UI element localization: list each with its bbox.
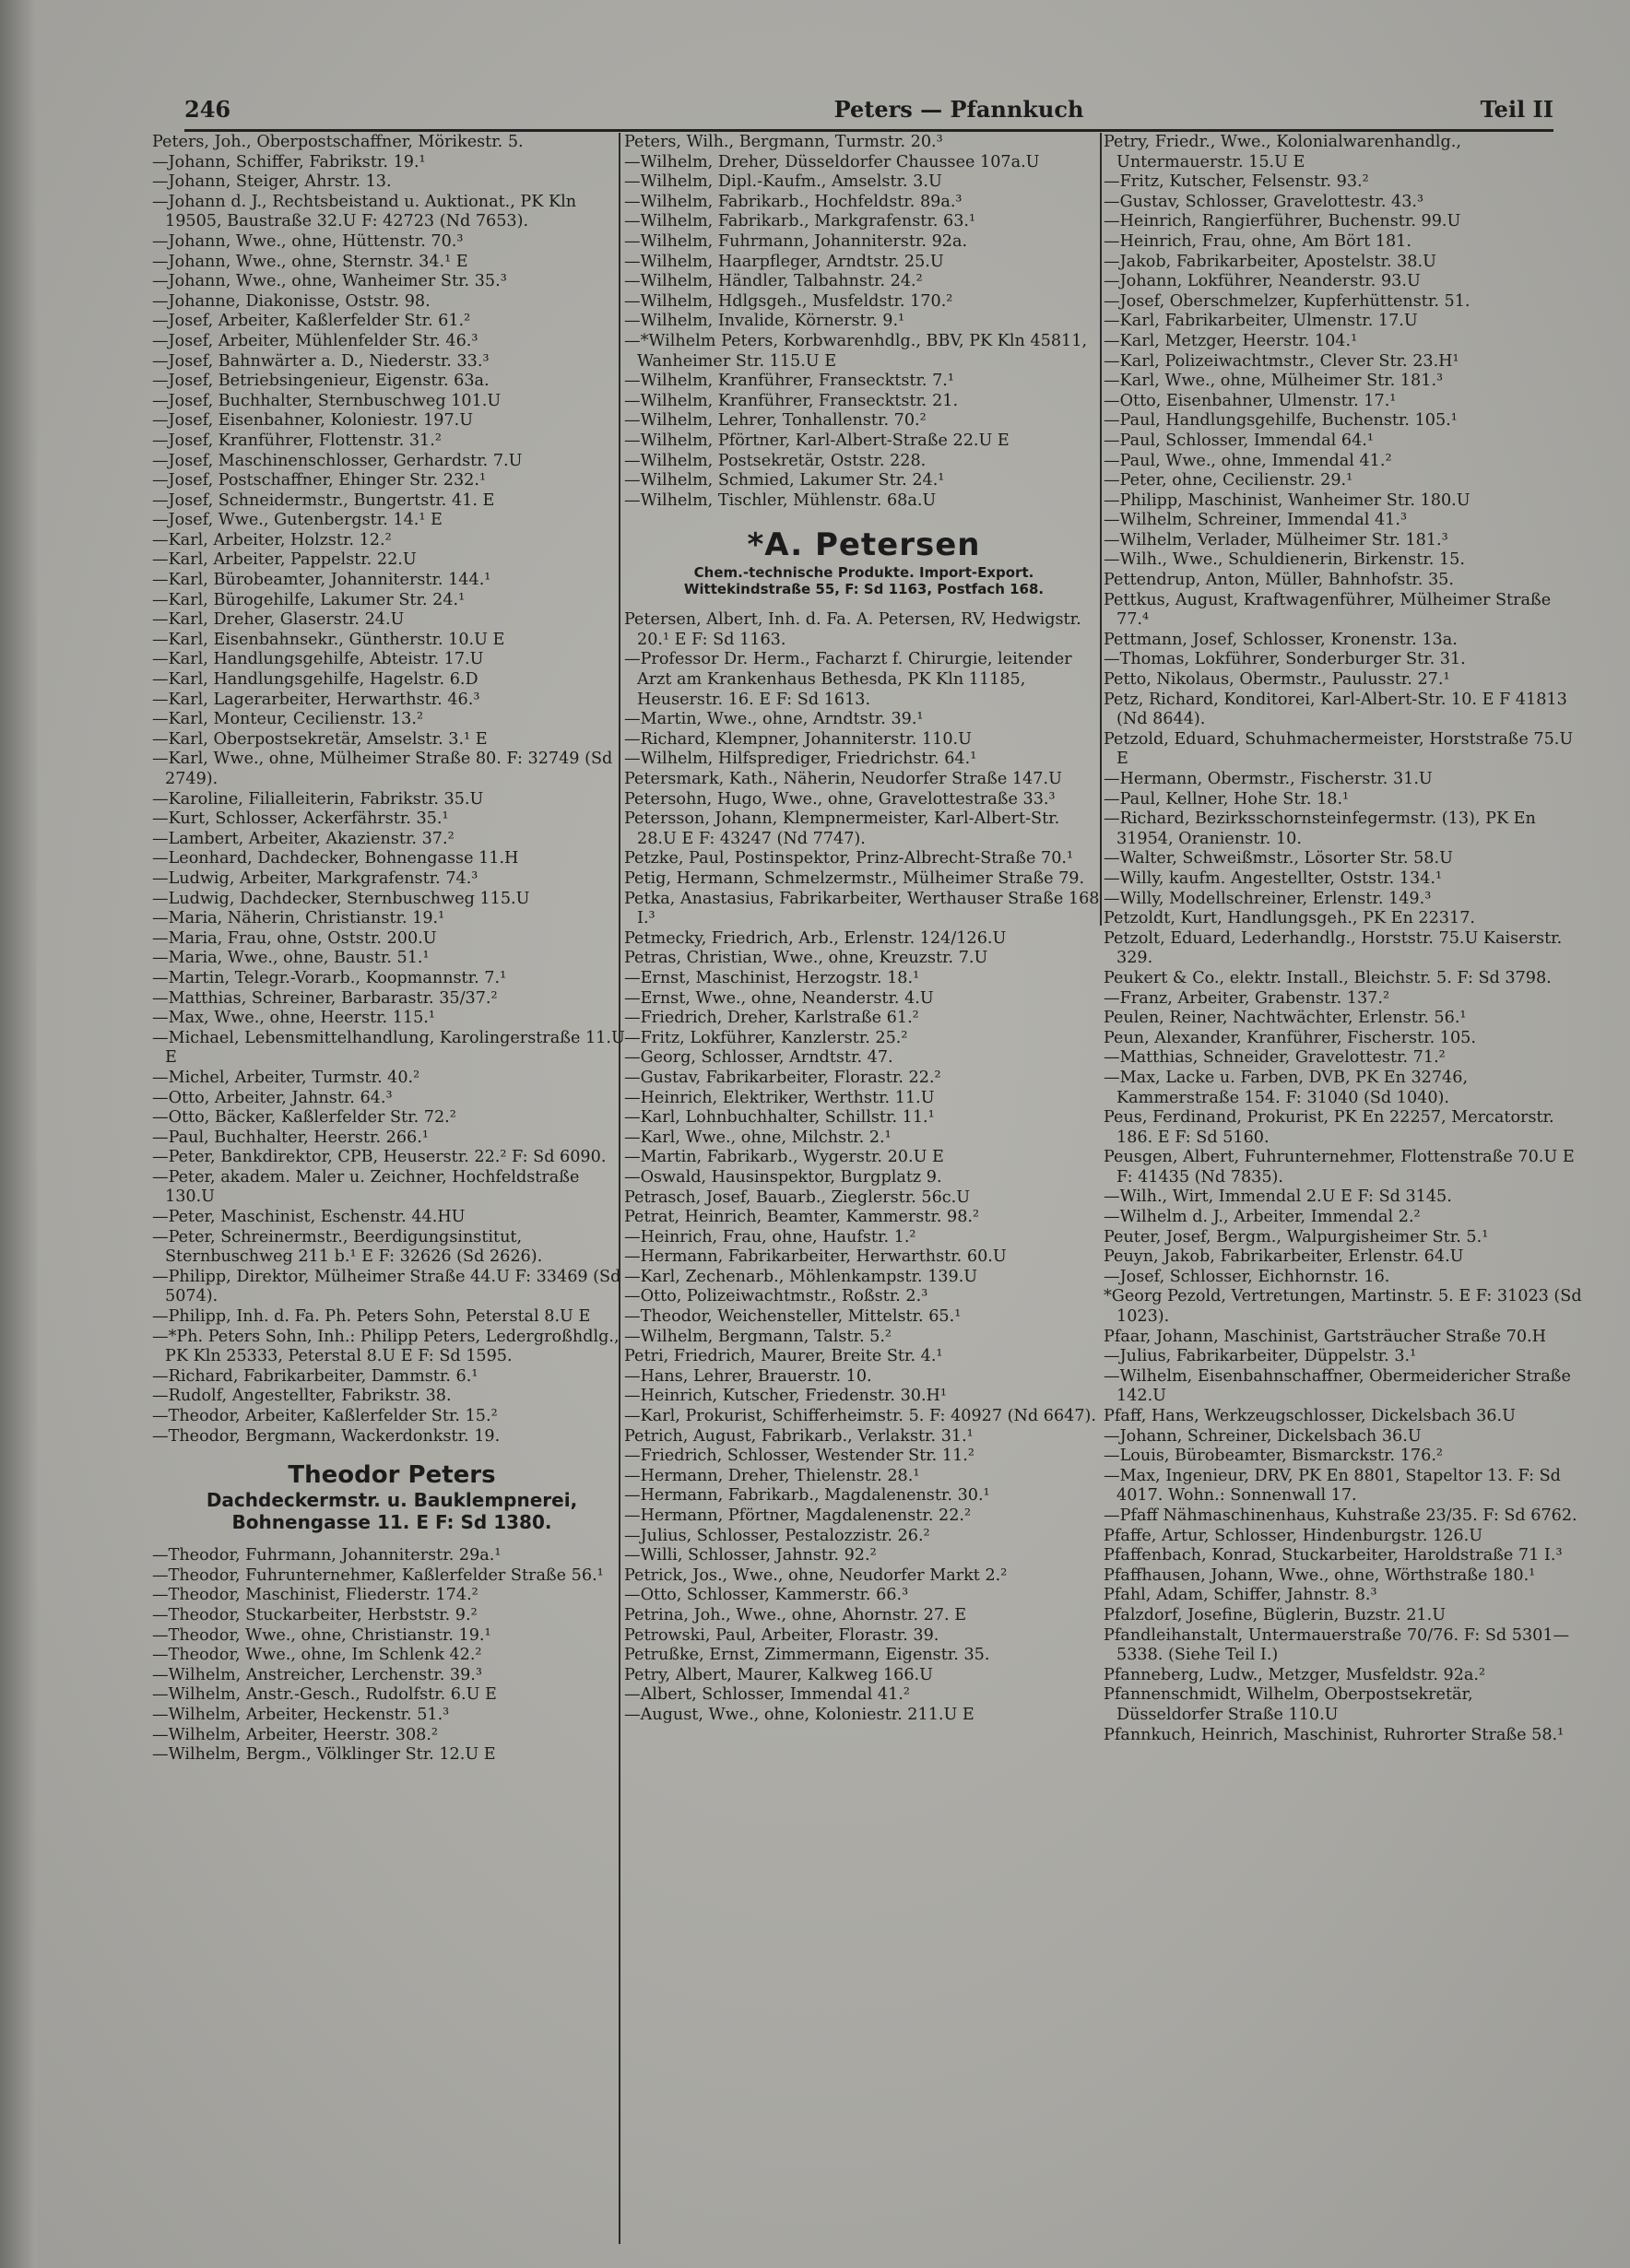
- directory-entry: —Paul, Kellner, Hohe Str. 18.¹: [1104, 789, 1350, 809]
- directory-entry: —Heinrich, Frau, ohne, Am Bört 181.: [1104, 231, 1411, 251]
- directory-entry: —Karl, Oberpostsekretär, Amselstr. 3.¹ E: [152, 729, 488, 749]
- directory-entry: —Johann, Schiffer, Fabrikstr. 19.¹: [152, 152, 426, 171]
- directory-entry: Pettkus, August, Kraftwagenführer, Mülheimer Straße 77.⁴: [1104, 590, 1552, 630]
- directory-entry: Petri, Friedrich, Maurer, Breite Str. 4.¹: [624, 1347, 943, 1366]
- directory-entry: —Josef, Bahnwärter a. D., Niederstr. 33.³: [152, 351, 490, 371]
- directory-entry: Pfaff, Hans, Werkzeugschlosser, Dickelsbach 36.U: [1104, 1407, 1516, 1425]
- directory-entry: Pfandleihanstalt, Untermauerstraße 70/76. F: Sd 5301—5338. (Siehe Teil I.): [1104, 1625, 1570, 1665]
- directory-entry: Pfannkuch, Heinrich, Maschinist, Ruhrorter Straße 58.¹: [1104, 1725, 1565, 1744]
- page-edge-shadow: [0, 0, 37, 2268]
- directory-entry: —Gustav, Fabrikarbeiter, Florastr. 22.²: [624, 1068, 941, 1087]
- directory-entry: —Michael, Lebensmittelhandlung, Karolingerstraße 11.U E: [152, 1028, 625, 1068]
- directory-entry: —Willi, Schlosser, Jahnstr. 92.²: [624, 1546, 877, 1565]
- directory-entry: —Walter, Schweißmstr., Lösorter Str. 58.U: [1104, 849, 1453, 868]
- directory-entry: Petrat, Heinrich, Beamter, Kammerstr. 98.²: [624, 1208, 980, 1227]
- directory-entry: Pfaar, Johann, Maschinist, Gartsträucher Straße 70.H: [1104, 1327, 1546, 1346]
- directory-entry: Peters, Wilh., Bergmann, Turmstr. 20.³: [624, 133, 943, 151]
- directory-entry: —Karl, Wwe., ohne, Mülheimer Straße 80. F: 32749 (Sd 2749).: [152, 750, 613, 788]
- directory-entry: —Richard, Klempner, Johanniterstr. 110.U: [624, 729, 972, 749]
- directory-entry: —Ernst, Maschinist, Herzogstr. 18.¹: [624, 968, 920, 987]
- directory-entry: —Professor Dr. Herm., Facharzt f. Chirurgie, leitender Arzt am Krankenhaus Bethesda, PK Kln 11185, Heuserstr. 16. E F: Sd 1613.: [624, 650, 1072, 709]
- column-3-entries: [1104, 133, 1583, 1745]
- directory-entry: —Theodor, Arbeiter, Kaßlerfelder Str. 15.²: [152, 1407, 498, 1425]
- directory-entry: —Max, Ingenieur, DRV, PK En 8801, Stapeltor 13. F: Sd 4017. Wohn.: Sonnenwall 17.: [1104, 1466, 1561, 1506]
- directory-entry: —Paul, Buchhalter, Heerstr. 266.¹: [152, 1128, 429, 1147]
- directory-entry: —Karl, Wwe., ohne, Milchstr. 2.¹: [624, 1128, 892, 1147]
- directory-entry: —Heinrich, Rangierführer, Buchenstr. 99.U: [1104, 212, 1461, 231]
- directory-entry: —Willy, Modellschreiner, Erlenstr. 149.³: [1104, 889, 1432, 908]
- running-head: Peters — Pfannkuch: [833, 96, 1084, 123]
- directory-entry: Peun, Alexander, Kranführer, Fischerstr. 105.: [1104, 1028, 1476, 1047]
- directory-entry: Pfaffe, Artur, Schlosser, Hindenburgstr. 126.U: [1104, 1526, 1483, 1545]
- directory-entry: —Karl, Fabrikarbeiter, Ulmenstr. 17.U: [1104, 312, 1418, 331]
- directory-entry: —Josef, Eisenbahner, Koloniestr. 197.U: [152, 411, 474, 431]
- directory-entry: —Karl, Prokurist, Schifferheimstr. 5. F: 40927 (Nd 6647).: [624, 1407, 1096, 1426]
- directory-entry: —Martin, Fabrikarb., Wygerstr. 20.U E: [624, 1148, 944, 1167]
- directory-entry: —Georg, Schlosser, Arndtstr. 47.: [624, 1048, 893, 1068]
- directory-entry: —Josef, Oberschmelzer, Kupferhüttenstr. 51.: [1104, 291, 1471, 311]
- directory-entry: —Wilhelm, Fabrikarb., Hochfeldstr. 89a.³: [624, 192, 963, 211]
- directory-entry: Peulen, Reiner, Nachtwächter, Erlenstr. 56.¹: [1104, 1009, 1467, 1028]
- directory-entry: —August, Wwe., ohne, Koloniestr. 211.U E: [624, 1705, 974, 1724]
- directory-entry: —*Wilhelm Peters, Korbwarenhdlg., BBV, PK Kln 45811, Wanheimer Str. 115.U E: [624, 331, 1088, 371]
- ad-line: Wittekindstraße 55, F: Sd 1163, Postfach 168.: [683, 581, 1045, 598]
- directory-entry: —Wilhelm, Dipl.-Kaufm., Amselstr. 3.U: [624, 172, 942, 192]
- directory-entry: —Johann, Schreiner, Dickelsbach 36.U: [1104, 1426, 1422, 1446]
- directory-entry: Peusgen, Albert, Fuhrunternehmer, Flottenstraße 70.U E F: 41435 (Nd 7835).: [1104, 1148, 1575, 1187]
- directory-entry: —Martin, Telegr.-Vorarb., Koopmannstr. 7.¹: [152, 968, 507, 987]
- directory-entry: —Wilhelm, Anstr.-Gesch., Rudolfstr. 6.U E: [152, 1685, 497, 1705]
- directory-entry: —Franz, Arbeiter, Grabenstr. 137.²: [1104, 988, 1389, 1008]
- directory-entry: Pettmann, Josef, Schlosser, Kronenstr. 13a.: [1104, 630, 1458, 649]
- directory-entry: —Karl, Arbeiter, Holzstr. 12.²: [152, 530, 392, 549]
- directory-entry: Petersen, Albert, Inh. d. Fa. A. Petersen, RV, Hedwigstr. 20.¹ E F: Sd 1163.: [624, 610, 1081, 649]
- directory-entry: Petrina, Joh., Wwe., ohne, Ahornstr. 27. E: [624, 1605, 967, 1624]
- directory-entry: —Josef, Arbeiter, Kaßlerfelder Str. 61.²: [152, 312, 471, 331]
- directory-entry: —Wilhelm, Kranführer, Fransecktstr. 7.¹: [624, 372, 954, 391]
- column-2: [624, 133, 1104, 2253]
- directory-entry: Pfahl, Adam, Schiffer, Jahnstr. 8.³: [1104, 1586, 1377, 1605]
- directory-entry: —Josef, Arbeiter, Mühlenfelder Str. 46.³: [152, 331, 478, 350]
- directory-entry: —Otto, Eisenbahner, Ulmenstr. 17.¹: [1104, 391, 1397, 410]
- directory-entry: —Peter, akadem. Maler u. Zeichner, Hochfeldstraße 130.U: [152, 1167, 580, 1207]
- directory-entry: Petig, Hermann, Schmelzermstr., Mülheimer Straße 79.: [624, 869, 1085, 888]
- directory-entry: —Theodor, Fuhrmann, Johanniterstr. 29a.¹: [152, 1546, 502, 1565]
- column-1-entries-bottom: [152, 1546, 632, 1766]
- directory-entry: —Johann d. J., Rechtsbeistand u. Auktionat., PK Kln 19505, Baustraße 32.U F: 42723 (Nd 7653).: [152, 192, 577, 231]
- directory-entry: Petersson, Johann, Klempnermeister, Karl-Albert-Str. 28.U E F: 43247 (Nd 7747).: [624, 809, 1060, 848]
- directory-entry: —Fritz, Lokführer, Kanzlerstr. 25.²: [624, 1028, 908, 1047]
- directory-entry: —Lambert, Arbeiter, Akazienstr. 37.²: [152, 829, 455, 848]
- directory-entry: Pettendrup, Anton, Müller, Bahnhofstr. 35.: [1104, 571, 1454, 590]
- ad-title: *A. Petersen: [747, 526, 981, 564]
- ad-theodor-peters: [152, 1447, 632, 1546]
- directory-entry: —Philipp, Direktor, Mülheimer Straße 44.U F: 33469 (Sd 5074).: [152, 1267, 621, 1306]
- directory-entry: —Hermann, Pförtner, Magdalenenstr. 22.²: [624, 1506, 972, 1525]
- directory-entry: —Hermann, Obermstr., Fischerstr. 31.U: [1104, 770, 1433, 788]
- directory-entry: —Leonhard, Dachdecker, Bohnengasse 11.H: [152, 849, 519, 868]
- directory-entry: —Karl, Bürogehilfe, Lakumer Str. 24.¹: [152, 590, 466, 609]
- directory-entry: Petry, Albert, Maurer, Kalkweg 166.U: [624, 1665, 933, 1684]
- ad-petersen: [624, 511, 1104, 610]
- directory-entry: Peus, Ferdinand, Prokurist, PK En 22257, Mercatorstr. 186. E F: Sd 5160.: [1104, 1108, 1554, 1147]
- directory-entry: —Karl, Wwe., ohne, Mülheimer Str. 181.³: [1104, 372, 1444, 391]
- directory-entry: Peukert & Co., elektr. Install., Bleichstr. 5. F: Sd 3798.: [1104, 968, 1552, 987]
- page-header: [184, 92, 1553, 132]
- directory-entry: —Karl, Metzger, Heerstr. 104.¹: [1104, 331, 1358, 350]
- directory-entry: Peuyn, Jakob, Fabrikarbeiter, Erlenstr. 64.U: [1104, 1247, 1464, 1267]
- directory-entry: —Wilhelm, Haarpfleger, Arndtstr. 25.U: [624, 252, 944, 271]
- directory-entry: —Hermann, Fabrikarbeiter, Herwarthstr. 60.U: [624, 1247, 1007, 1267]
- directory-entry: —Otto, Arbeiter, Jahnstr. 64.³: [152, 1088, 393, 1107]
- directory-entry: —Ludwig, Dachdecker, Sternbuschweg 115.U: [152, 889, 530, 908]
- directory-entry: —Pfaff Nähmaschinenhaus, Kuhstraße 23/35. F: Sd 6762.: [1104, 1506, 1577, 1525]
- directory-entry: —Kurt, Schlosser, Ackerfährstr. 35.¹: [152, 809, 449, 829]
- directory-entry: Petzke, Paul, Postinspektor, Prinz-Albrecht-Straße 70.¹: [624, 849, 1074, 868]
- directory-entry: —Wilhelm, Schreiner, Immendal 41.³: [1104, 511, 1408, 530]
- directory-entry: —Karl, Handlungsgehilfe, Hagelstr. 6.D: [152, 670, 478, 690]
- directory-entry: —Wilhelm, Kranführer, Fransecktstr. 21.: [624, 391, 959, 410]
- directory-entry: —Matthias, Schneider, Gravelottestr. 71.²: [1104, 1048, 1446, 1068]
- directory-entry: Pfannenschmidt, Wilhelm, Oberpostsekretär, Düsseldorfer Straße 110.U: [1104, 1685, 1473, 1724]
- ad-title: Theodor Peters: [288, 1461, 496, 1490]
- column-2-entries-top: [624, 133, 1104, 511]
- ad-line: Dachdeckermstr. u. Bauklempnerei,: [206, 1489, 578, 1512]
- directory-entry: —Josef, Kranführer, Flottenstr. 31.²: [152, 431, 442, 450]
- ad-line: Chem.-technische Produkte. Import-Export.: [693, 564, 1034, 582]
- page-number: 246: [184, 96, 231, 123]
- directory-entry: —Wilhelm, Dreher, Düsseldorfer Chaussee 107a.U: [624, 152, 1040, 171]
- directory-entry: Petmecky, Friedrich, Arb., Erlenstr. 124/126.U: [624, 928, 1007, 948]
- directory-entry: —Wilhelm, Verlader, Mülheimer Str. 181.³: [1104, 530, 1448, 549]
- ad-line: Bohnengasse 11. E F: Sd 1380.: [231, 1511, 552, 1534]
- directory-entry: Petto, Nikolaus, Obermstr., Paulusstr. 27.¹: [1104, 670, 1450, 690]
- directory-entry: —Karl, Lohnbuchhalter, Schillstr. 11.¹: [624, 1108, 935, 1128]
- directory-entry: —Johann, Lokführer, Neanderstr. 93.U: [1104, 272, 1421, 291]
- directory-entry: —Theodor, Wwe., ohne, Christianstr. 19.¹: [152, 1625, 491, 1645]
- directory-entry: —Wilhelm, Tischler, Mühlenstr. 68a.U: [624, 490, 937, 510]
- directory-entry: —Johann, Wwe., ohne, Sternstr. 34.¹ E: [152, 252, 468, 271]
- directory-entry: —Josef, Maschinenschlosser, Gerhardstr. 7.U: [152, 451, 523, 470]
- directory-entry: —Hermann, Dreher, Thielenstr. 28.¹: [624, 1466, 920, 1485]
- directory-entry: —Otto, Polizeiwachtmstr., Roßstr. 2.³: [624, 1287, 928, 1306]
- directory-entry: —Wilhelm, Schmied, Lakumer Str. 24.¹: [624, 471, 945, 490]
- directory-entry: —Wilhelm, Pförtner, Karl-Albert-Straße 22.U E: [624, 431, 1010, 450]
- directory-entry: —Oswald, Hausinspektor, Burgplatz 9.: [624, 1167, 942, 1187]
- directory-entry: —Karl, Polizeiwachtmstr., Clever Str. 23.H¹: [1104, 351, 1459, 371]
- directory-entry: —Maria, Wwe., ohne, Baustr. 51.¹: [152, 949, 430, 968]
- directory-entry: —Johanne, Diakonisse, Oststr. 98.: [152, 291, 431, 311]
- part-label: Teil II: [1480, 96, 1553, 123]
- directory-entry: Petrowski, Paul, Arbeiter, Florastr. 39.: [624, 1625, 939, 1645]
- directory-entry: —Ludwig, Arbeiter, Markgrafenstr. 74.³: [152, 868, 478, 888]
- directory-entry: Petrick, Jos., Wwe., ohne, Neudorfer Markt 2.²: [624, 1565, 1008, 1585]
- directory-entry: Petrasch, Josef, Bauarb., Zieglerstr. 56c.U: [624, 1187, 971, 1207]
- column-2-entries-bottom: [624, 610, 1104, 1725]
- directory-entry: —Friedrich, Dreher, Karlstraße 61.²: [624, 1009, 919, 1028]
- directory-entry: Petz, Richard, Konditorei, Karl-Albert-Str. 10. E F 41813 (Nd 8644).: [1104, 690, 1567, 729]
- directory-entry: —Maria, Näherin, Christianstr. 19.¹: [152, 909, 445, 928]
- directory-entry: —Karl, Bürobeamter, Johanniterstr. 144.¹: [152, 571, 491, 590]
- directory-entry: —Heinrich, Frau, ohne, Haufstr. 1.²: [624, 1227, 916, 1246]
- directory-entry: —Wilhelm, Invalide, Körnerstr. 9.¹: [624, 312, 905, 331]
- directory-entry: —Wilhelm, Fuhrmann, Johanniterstr. 92a.: [624, 231, 968, 251]
- directory-entry: —Wilhelm, Arbeiter, Heerstr. 308.²: [152, 1725, 438, 1744]
- directory-entry: —Peter, Schreinermstr., Beerdigungsinstitut, Sternbuschweg 211 b.¹ E F: 32626 (Sd 2626).: [152, 1227, 543, 1267]
- directory-entry: —Thomas, Lokführer, Sonderburger Str. 31.: [1104, 650, 1466, 669]
- directory-entry: —Martin, Wwe., ohne, Arndtstr. 39.¹: [624, 710, 924, 729]
- directory-entry: Petersohn, Hugo, Wwe., ohne, Gravelottestraße 33.³: [624, 789, 1056, 809]
- directory-entry: —Paul, Handlungsgehilfe, Buchenstr. 105.¹: [1104, 411, 1458, 431]
- directory-entry: —Louis, Bürobeamter, Bismarckstr. 176.²: [1104, 1447, 1443, 1466]
- directory-entry: —Josef, Schneidermstr., Bungertstr. 41. E: [152, 490, 495, 510]
- directory-entry: —Otto, Schlosser, Kammerstr. 66.³: [624, 1586, 909, 1605]
- directory-entry: —Hermann, Fabrikarb., Magdalenenstr. 30.¹: [624, 1486, 990, 1506]
- directory-entry: Pfaffhausen, Johann, Wwe., ohne, Wörthstraße 180.¹: [1104, 1565, 1536, 1585]
- directory-entry: —Karl, Dreher, Glaserstr. 24.U: [152, 610, 405, 630]
- directory-entry: —Hans, Lehrer, Brauerstr. 10.: [624, 1366, 872, 1386]
- directory-entry: —Max, Wwe., ohne, Heerstr. 115.¹: [152, 1009, 435, 1028]
- directory-entry: —Ernst, Wwe., ohne, Neanderstr. 4.U: [624, 988, 934, 1008]
- directory-entry: —Johann, Steiger, Ahrstr. 13.: [152, 172, 392, 192]
- directory-entry: —Wilhelm, Postsekretär, Oststr. 228.: [624, 451, 927, 470]
- directory-entry: Petry, Friedr., Wwe., Kolonialwarenhandlg., Untermauerstr. 15.U E: [1104, 133, 1461, 171]
- directory-entry: —Michel, Arbeiter, Turmstr. 40.²: [152, 1068, 420, 1087]
- column-3: [1104, 133, 1583, 2253]
- directory-entry: —Karl, Handlungsgehilfe, Abteistr. 17.U: [152, 650, 484, 669]
- directory-entry: Peters, Joh., Oberpostschaffner, Mörikestr. 5.: [152, 133, 524, 151]
- directory-entry: —Josef, Buchhalter, Sternbuschweg 101.U: [152, 391, 502, 410]
- directory-entry: —Theodor, Wwe., ohne, Im Schlenk 42.²: [152, 1646, 482, 1665]
- directory-entry: —Theodor, Maschinist, Fliederstr. 174.²: [152, 1586, 478, 1605]
- directory-entry: —Wilhelm, Eisenbahnschaffner, Obermeidericher Straße 142.U: [1104, 1366, 1571, 1406]
- directory-entry: Petzolt, Eduard, Lederhandlg., Horststr. 75.U Kaiserstr. 329.: [1104, 928, 1563, 968]
- directory-entry: Petrußke, Ernst, Zimmermann, Eigenstr. 35.: [624, 1646, 990, 1665]
- column-1: [152, 133, 632, 2253]
- directory-entry: —Wilh., Wwe., Schuldienerin, Birkenstr. 15.: [1104, 550, 1465, 570]
- column-1-entries-top: [152, 133, 632, 1447]
- directory-entry: —Peter, ohne, Cecilienstr. 29.¹: [1104, 471, 1353, 490]
- directory-entry: —Friedrich, Schlosser, Westender Str. 11.²: [624, 1447, 974, 1466]
- directory-entry: —Otto, Bäcker, Kaßlerfelder Str. 72.²: [152, 1108, 456, 1128]
- directory-entry: —Max, Lacke u. Farben, DVB, PK En 32746, Kammerstraße 154. F: 31040 (Sd 1040).: [1104, 1068, 1469, 1107]
- directory-entry: —Rudolf, Angestellter, Fabrikstr. 38.: [152, 1387, 452, 1406]
- directory-entry: —Paul, Wwe., ohne, Immendal 41.²: [1104, 451, 1392, 470]
- directory-entry: —Karoline, Filialleiterin, Fabrikstr. 35.U: [152, 789, 484, 809]
- directory-entry: —Wilhelm, Arbeiter, Heckenstr. 51.³: [152, 1705, 450, 1724]
- directory-entry: —Wilhelm, Händler, Talbahnstr. 24.²: [624, 272, 923, 291]
- directory-entry: —Fritz, Kutscher, Felsenstr. 93.²: [1104, 172, 1369, 192]
- directory-entry: Peuter, Josef, Bergm., Walpurgisheimer Str. 5.¹: [1104, 1227, 1489, 1246]
- directory-entry: Petersmark, Kath., Näherin, Neudorfer Straße 147.U: [624, 770, 1062, 789]
- directory-entry: —Theodor, Bergmann, Wackerdonkstr. 19.: [152, 1426, 501, 1446]
- directory-entry: —Richard, Bezirksschornsteinfegermstr. (13), PK En 31954, Oranienstr. 10.: [1104, 809, 1536, 848]
- directory-entry: —Wilhelm, Bergm., Völklinger Str. 12.U E: [152, 1745, 496, 1765]
- directory-entry: —Richard, Fabrikarbeiter, Dammstr. 6.¹: [152, 1366, 478, 1386]
- directory-entry: Petzoldt, Kurt, Handlungsgeh., PK En 22317.: [1104, 909, 1475, 928]
- directory-entry: —Peter, Maschinist, Eschenstr. 44.HU: [152, 1208, 466, 1227]
- directory-entry: —Theodor, Stuckarbeiter, Herbststr. 9.²: [152, 1605, 478, 1624]
- directory-entry: —Karl, Lagerarbeiter, Herwarthstr. 46.³: [152, 690, 480, 709]
- directory-entry: —Karl, Zechenarb., Möhlenkampstr. 139.U: [624, 1267, 978, 1286]
- directory-entry: Petzold, Eduard, Schuhmachermeister, Horststraße 75.U E: [1104, 729, 1574, 769]
- directory-entry: —Jakob, Fabrikarbeiter, Apostelstr. 38.U: [1104, 252, 1436, 271]
- directory-entry: —Josef, Wwe., Gutenbergstr. 14.¹ E: [152, 511, 443, 530]
- directory-entry: —Wilhelm, Lehrer, Tonhallenstr. 70.²: [624, 411, 927, 431]
- directory-entry: Pfalzdorf, Josefine, Büglerin, Buzstr. 21.U: [1104, 1605, 1447, 1624]
- directory-entry: —Josef, Postschaffner, Ehinger Str. 232.¹: [152, 471, 486, 490]
- directory-entry: Pfanneberg, Ludw., Metzger, Musfeldstr. 92a.²: [1104, 1665, 1486, 1684]
- directory-entry: —Wilhelm, Bergmann, Talstr. 5.²: [624, 1327, 892, 1346]
- directory-entry: Pfaffenbach, Konrad, Stuckarbeiter, Haroldstraße 71 I.³: [1104, 1546, 1563, 1565]
- directory-entry: —Theodor, Weichensteller, Mittelstr. 65.¹: [624, 1307, 962, 1327]
- directory-entry: —Johann, Wwe., ohne, Wanheimer Str. 35.³: [152, 272, 507, 291]
- directory-entry: —Julius, Fabrikarbeiter, Düppelstr. 3.¹: [1104, 1347, 1417, 1366]
- directory-entry: —Josef, Betriebsingenieur, Eigenstr. 63a.: [152, 372, 490, 391]
- directory-entry: —Peter, Bankdirektor, CPB, Heuserstr. 22.² F: Sd 6090.: [152, 1148, 607, 1167]
- directory-entry: —Karl, Eisenbahnsekr., Güntherstr. 10.U E: [152, 630, 505, 649]
- directory-entry: —Heinrich, Kutscher, Friedenstr. 30.H¹: [624, 1387, 947, 1406]
- directory-entry: —Josef, Schlosser, Eichhornstr. 16.: [1104, 1267, 1390, 1286]
- directory-entry: —Matthias, Schreiner, Barbarastr. 35/37.²: [152, 988, 498, 1008]
- directory-entry: —Wilhelm, Hdlgsgeh., Musfeldstr. 170.²: [624, 291, 953, 311]
- directory-entry: —*Ph. Peters Sohn, Inh.: Philipp Peters, Ledergroßhdlg., PK Kln 25333, Peterstal 8.U E F: Sd 1595.: [152, 1327, 620, 1366]
- directory-entry: —Willy, kaufm. Angestellter, Oststr. 134.¹: [1104, 868, 1443, 888]
- directory-entry: —Heinrich, Elektriker, Werthstr. 11.U: [624, 1088, 935, 1107]
- directory-entry: —Johann, Wwe., ohne, Hüttenstr. 70.³: [152, 231, 464, 251]
- directory-entry: —Wilhelm, Hilfsprediger, Friedrichstr. 64.¹: [624, 750, 977, 769]
- directory-entry: —Albert, Schlosser, Immendal 41.²: [624, 1685, 910, 1705]
- directory-entry: Petrich, August, Fabrikarb., Verlakstr. 31.¹: [624, 1426, 974, 1446]
- directory-entry: —Theodor, Fuhrunternehmer, Kaßlerfelder Straße 56.¹: [152, 1565, 604, 1585]
- directory-entry: Petka, Anastasius, Fabrikarbeiter, Werthauser Straße 168 I.³: [624, 889, 1100, 928]
- directory-entry: —Maria, Frau, ohne, Oststr. 200.U: [152, 928, 437, 948]
- directory-entry: Petras, Christian, Wwe., ohne, Kreuzstr. 7.U: [624, 949, 988, 968]
- directory-entry: —Wilhelm, Anstreicher, Lerchenstr. 39.³: [152, 1665, 482, 1684]
- directory-entry: —Wilhelm, Fabrikarb., Markgrafenstr. 63.¹: [624, 212, 976, 231]
- directory-entry: —Wilhelm d. J., Arbeiter, Immendal 2.²: [1104, 1208, 1421, 1227]
- directory-entry: —Wilh., Wirt, Immendal 2.U E F: Sd 3145.: [1104, 1187, 1452, 1207]
- directory-entry: —Philipp, Maschinist, Wanheimer Str. 180.U: [1104, 490, 1471, 510]
- directory-entry: —Philipp, Inh. d. Fa. Ph. Peters Sohn, Peterstal 8.U E: [152, 1307, 591, 1327]
- directory-entry: —Julius, Schlosser, Pestalozzistr. 26.²: [624, 1526, 930, 1545]
- directory-entry: *Georg Pezold, Vertretungen, Martinstr. 5. E F: 31023 (Sd 1023).: [1104, 1287, 1582, 1327]
- directory-entry: —Gustav, Schlosser, Gravelottestr. 43.³: [1104, 192, 1424, 211]
- directory-entry: —Karl, Monteur, Cecilienstr. 13.²: [152, 710, 424, 729]
- directory-entry: —Karl, Arbeiter, Pappelstr. 22.U: [152, 550, 417, 570]
- directory-entry: —Paul, Schlosser, Immendal 64.¹: [1104, 431, 1374, 450]
